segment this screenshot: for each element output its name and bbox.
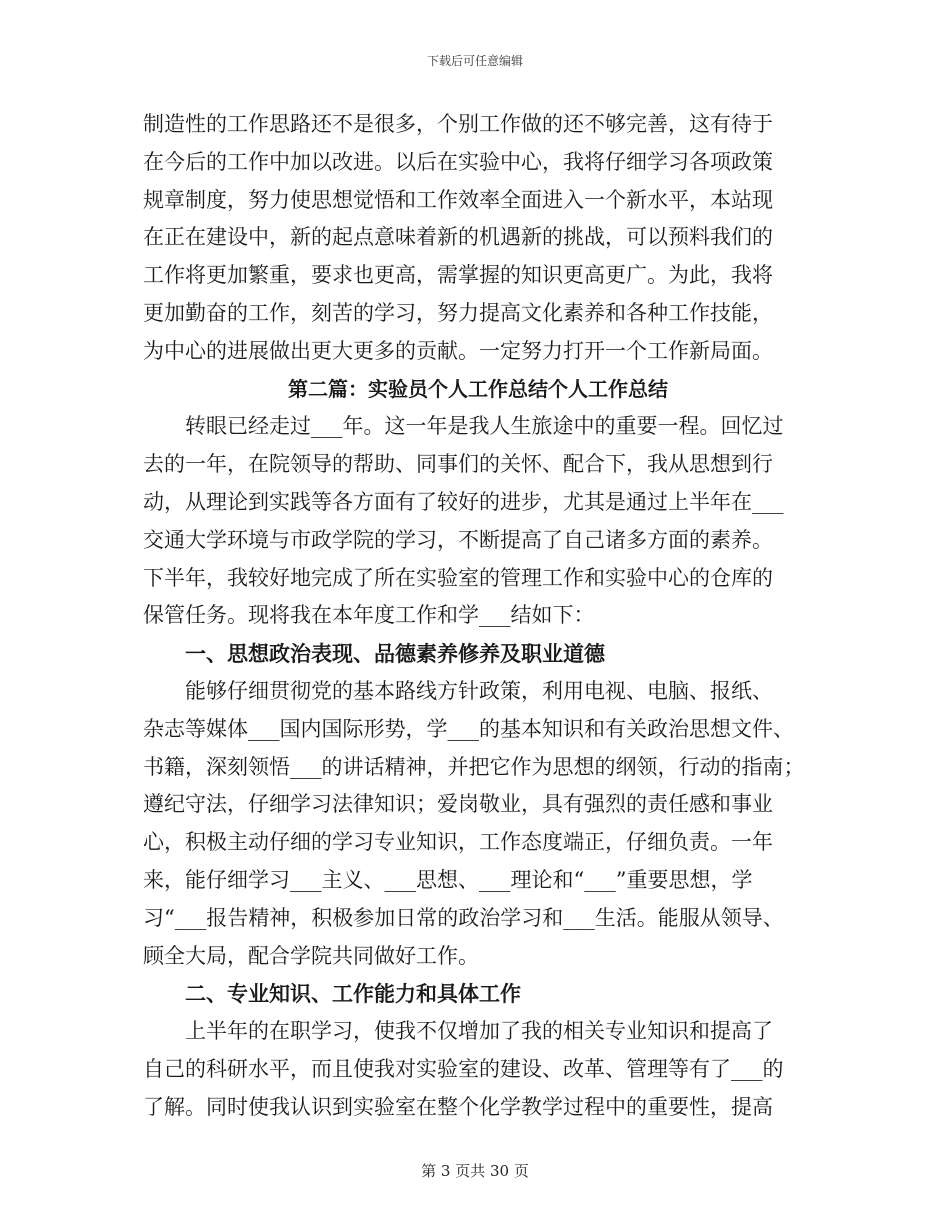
body-line: 制造性的工作思路还不是很多，个别工作做的还不够完善，这有待于 bbox=[143, 112, 773, 136]
body-line: 在正在建设中，新的起点意味着新的机遇新的挑战，可以预料我们的 bbox=[143, 225, 773, 250]
document-body bbox=[143, 106, 813, 1127]
body-line: 去的一年，在院领导的帮助、同事们的关怀、配合下，我从思想到行 bbox=[143, 452, 773, 477]
body-line: 自己的科研水平，而且使我对实验室的建设、改革、管理等有了___的 bbox=[143, 1056, 784, 1081]
body-line: 工作将更加繁重，要求也更高，需掌握的知识更高更广。为此，我将 bbox=[143, 263, 773, 288]
body-line: 上半年的在职学习，使我不仅增加了我的相关专业知识和提高了 bbox=[185, 1019, 773, 1044]
body-line: 了解。同时使我认识到实验室在整个化学教学过程中的重要性，提高 bbox=[143, 1094, 773, 1119]
body-line: 规章制度，努力使思想觉悟和工作效率全面进入一个新水平，本站现 bbox=[143, 187, 773, 212]
body-line: 下半年，我较好地完成了所在实验室的管理工作和实验中心的仓库的 bbox=[143, 565, 773, 590]
page-footer: 第 3 页共 30 页 bbox=[421, 1162, 529, 1180]
page-header: 下载后可任意编辑 bbox=[426, 54, 523, 68]
body-line: 交通大学环境与市政学院的学习，不断提高了自己诸多方面的素养。 bbox=[143, 527, 773, 552]
body-line: 动，从理论到实践等各方面有了较好的进步，尤其是通过上半年在___ bbox=[143, 489, 784, 514]
body-line: 在今后的工作中加以改进。以后在实验中心，我将仔细学习各项政策 bbox=[143, 149, 773, 174]
subsection-heading: 二、专业知识、工作能力和具体工作 bbox=[185, 981, 521, 1007]
body-line: 顾全大局，配合学院共同做好工作。 bbox=[143, 943, 479, 968]
body-line: 习“___报告精神，积极参加日常的政治学习和___生活。能服从领导、 bbox=[143, 905, 784, 930]
body-line: 更加勤奋的工作，刻苦的学习，努力提高文化素养和各种工作技能， bbox=[143, 300, 773, 325]
subsection-heading: 一、思想政治表现、品德素养修养及职业道德 bbox=[185, 641, 605, 667]
body-line: 能够仔细贯彻党的基本路线方针政策，利用电视、电脑、报纸、 bbox=[185, 678, 773, 703]
body-line: 转眼已经走过___年。这一年是我人生旅途中的重要一程。回忆过 bbox=[185, 414, 784, 439]
body-line: 来，能仔细学习___主义、___思想、___理论和“___”重要思想，学 bbox=[143, 867, 753, 892]
body-line: 书籍，深刻领悟___的讲话精神，并把它作为思想的纲领，行动的指南； bbox=[143, 754, 805, 779]
body-line: 保管任务。现将我在本年度工作和学___结如下： bbox=[143, 603, 595, 628]
body-line: 遵纪守法，仔细学习法律知识；爱岗敬业，具有强烈的责任感和事业 bbox=[143, 792, 773, 817]
body-line: 为中心的进展做出更大更多的贡献。一定努力打开一个工作新局面。 bbox=[143, 338, 773, 363]
section-title: 第二篇：实验员个人工作总结个人工作总结 bbox=[288, 376, 668, 401]
body-line: 心，积极主动仔细的学习专业知识，工作态度端正，仔细负责。一年 bbox=[143, 830, 773, 855]
body-line: 杂志等媒体___国内国际形势，学___的基本知识和有关政治思想文件、 bbox=[143, 716, 794, 741]
